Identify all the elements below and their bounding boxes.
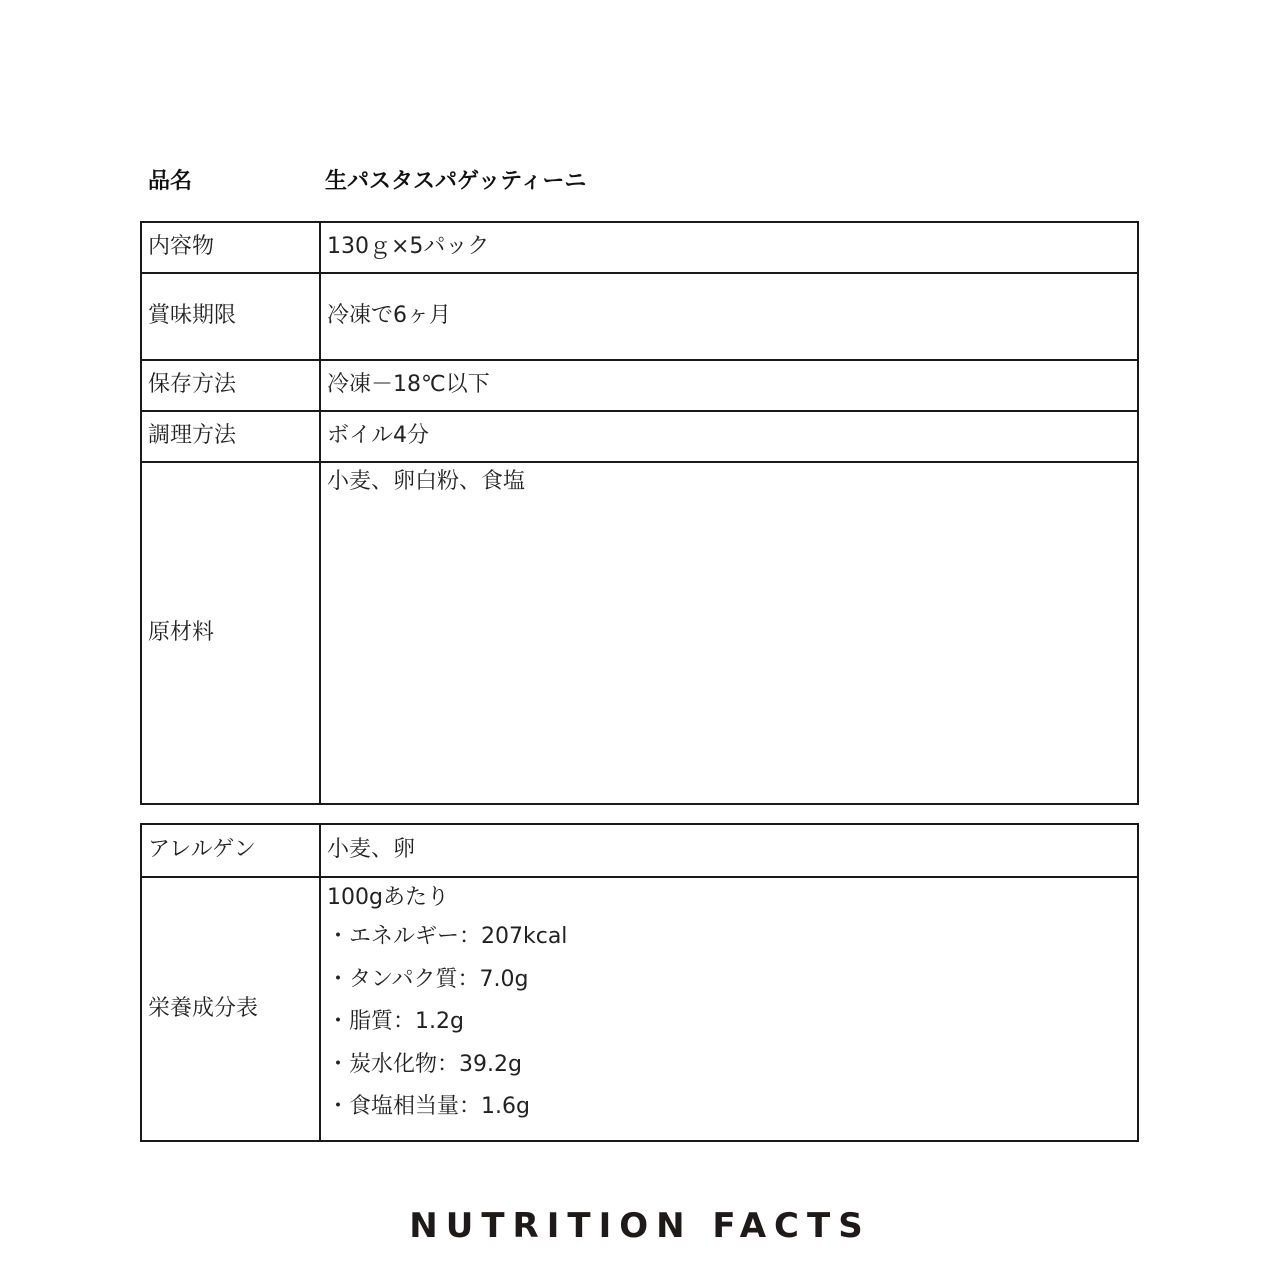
nutrition-list	[327, 916, 1131, 1129]
storage-label: 保存方法	[141, 360, 320, 411]
nutrition-item-salt: ・食塩相当量：1.6g	[327, 1094, 530, 1119]
nutrition-item-energy: ・エネルギー：207kcal	[327, 924, 568, 949]
contents-label: 内容物	[141, 222, 320, 273]
allergen-label: アレルゲン	[141, 824, 320, 877]
ingredients-label: 原材料	[141, 462, 320, 804]
nutrition-value	[320, 877, 1138, 1141]
table-row	[141, 824, 1138, 877]
cooking-value: ボイル4分	[320, 411, 1138, 462]
product-name-value: 生パスタスパゲッティーニ	[325, 169, 587, 194]
table-row	[141, 877, 1138, 1141]
product-name-row	[148, 164, 1138, 196]
product-info-table	[140, 221, 1139, 805]
table-row	[141, 462, 1138, 804]
nutrition-label: 栄養成分表	[141, 877, 320, 1141]
table-row	[141, 222, 1138, 273]
nutrition-item-fat: ・脂質：1.2g	[327, 1009, 464, 1034]
best-before-label: 賞味期限	[141, 273, 320, 360]
footer-title: NUTRITION FACTS	[409, 1206, 871, 1246]
cooking-label: 調理方法	[141, 411, 320, 462]
product-name-label: 品名	[148, 169, 193, 194]
table-row	[141, 411, 1138, 462]
best-before-value: 冷凍で6ヶ月	[320, 273, 1138, 360]
nutrition-header: 100gあたり	[327, 885, 449, 910]
table-row	[141, 360, 1138, 411]
nutrition-table	[140, 823, 1139, 1142]
nutrition-item-carbohydrate: ・炭水化物：39.2g	[327, 1051, 522, 1077]
nutrition-item-protein: ・タンパク質：7.0g	[327, 966, 529, 992]
allergen-value: 小麦、卵	[320, 824, 1138, 877]
table-row	[141, 273, 1138, 360]
contents-value: 130ｇ×5パック	[320, 222, 1138, 273]
ingredients-value: 小麦、卵白粉、食塩	[320, 462, 1138, 804]
storage-value: 冷凍－18℃以下	[320, 360, 1138, 411]
